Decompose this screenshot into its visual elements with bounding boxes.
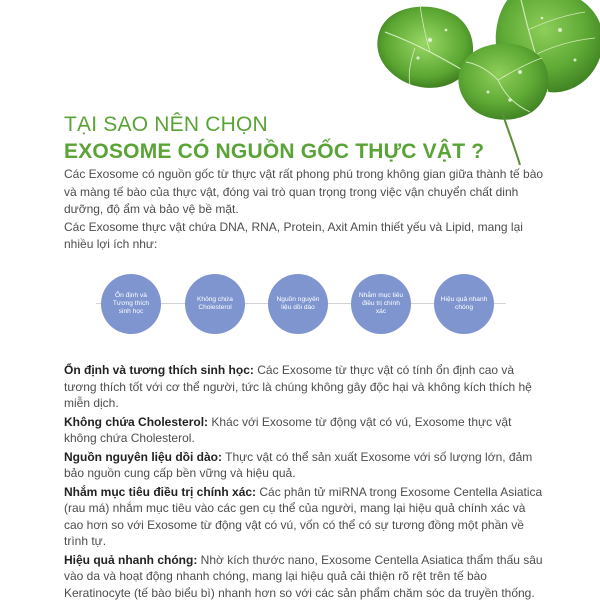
detail-text: Các Exosome từ thực vật có tính ổn định cao và tương thích tốt với cơ thể người, tức là chúng không gây độc hại và không kích thích hệ miễn dịch. [64,363,532,410]
detail-text: Khác với Exosome từ động vật có vú, Exosome thực vật không chứa Cholesterol. [64,414,512,445]
heading-line-2: EXOSOME CÓ NGUỒN GỐC THỰC VẬT ? [64,140,485,163]
detail-paragraph [64,362,544,412]
detail-term: Ổn định và tương thích sinh học: [64,363,254,377]
benefit-circle-fast-effect: Hiệu quả nhanh chóng [434,274,494,334]
intro-text [64,166,544,254]
detail-text: Thực vật có thể sản xuất Exosome với số lượng lớn, đảm bảo nguồn cung cấp bền vững và hiệu quả. [64,449,533,480]
detail-text: Các phân tử miRNA trong Exosome Centella Asiatica (rau má) nhắm mục tiêu vào các gen cụ thể của người, mang lại hiệu quả chính xác và cao hơn so với Exosome từ động vật có vú, vốn có thể có sự tương đồng một phần về trình tự. [64,484,543,548]
detail-term: Hiệu quả nhanh chóng: [64,552,198,567]
intro-paragraph-1: Các Exosome có nguồn gốc từ thực vật rất phong phú trong không gian giữa thành tế bào và màng tế bào của thực vật, đóng vai trò quan trọng trong việc vận chuyển chất dinh dưỡng, độ ẩm và bảo vệ bề mặt. [64,167,544,216]
detail-paragraph [64,414,544,447]
detail-term: Không chứa Cholesterol: [64,414,209,429]
benefit-details [64,362,544,600]
detail-paragraph [64,552,544,600]
benefit-circle-precise-targeting: Nhắm mục tiêu điều trị chính xác [351,274,411,334]
detail-term: Nhắm mục tiêu điều trị chính xác: [64,484,257,499]
benefit-circle-no-cholesterol: Không chứa Cholesterol [185,274,245,334]
page-heading [64,112,564,166]
detail-paragraph [64,484,544,550]
benefit-circle-abundant-source: Nguồn nguyên liệu dồi dào [268,274,328,334]
benefit-circle-biocompatible: Ổn định và Tương thích sinh học [101,274,161,334]
intro-paragraph-2: Các Exosome thực vật chứa DNA, RNA, Protein, Axit Amin thiết yếu và Lipid, mang lại nhiều lợi ích như: [64,219,523,251]
detail-paragraph [64,449,544,482]
benefits-timeline [96,264,506,344]
detail-term: Nguồn nguyên liệu dồi dào: [64,449,222,464]
leaf-center [458,44,548,120]
heading-line-1: TẠI SAO NÊN CHỌN [64,113,268,136]
detail-text: Nhờ kích thước nano, Exosome Centella Asiatica thẩm thấu sâu vào da và hoạt động nhanh chóng, mang lại hiệu quả cải thiện rõ rệt trên tế bào Keratinocyte (tế bào biểu bì) nhanh hơn so với các sản phẩm chăm sóc da truyền thống. [64,552,543,600]
